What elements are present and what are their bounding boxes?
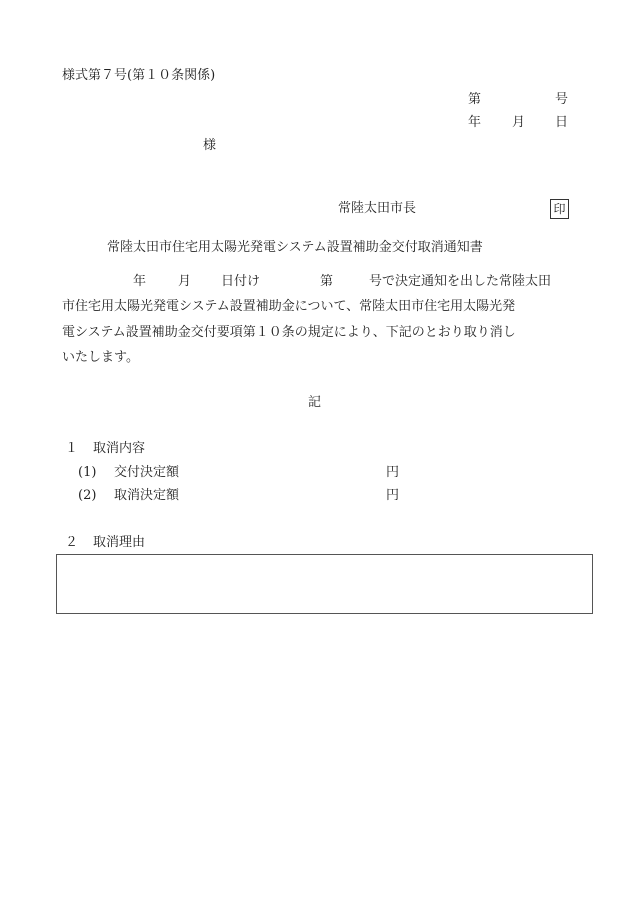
item-2-unit: 円 — [386, 488, 400, 503]
body-line-1-rest: 号で決定通知を出した常陸太田 — [369, 274, 552, 289]
body-paragraph — [62, 273, 574, 374]
cancellation-reason-box[interactable] — [56, 554, 593, 614]
body-line-2: 市住宅用太陽光発電システム設置補助金について、常陸太田市住宅用太陽光発 — [62, 299, 516, 315]
section-1-heading: 取消内容 — [93, 441, 146, 456]
body-line-1 — [62, 273, 574, 298]
item-1-label: 交付決定額 — [114, 465, 180, 480]
doc-number-prefix: 第 — [468, 92, 482, 107]
body-line-4: いたします。 — [62, 349, 139, 365]
section-1-number: １ — [65, 441, 79, 456]
section-2-number: ２ — [65, 535, 79, 550]
section-2-heading: 取消理由 — [93, 535, 146, 550]
body-no-prefix: 第 — [320, 274, 334, 289]
body-day-dated: 日付け — [221, 274, 261, 289]
document-title: 常陸太田市住宅用太陽光発電システム設置補助金交付取消通知書 — [107, 240, 483, 255]
body-month: 月 — [178, 274, 192, 289]
issuer-name: 常陸太田市長 — [338, 201, 417, 216]
seal-stamp: 印 — [550, 199, 569, 219]
date-month: 月 — [512, 115, 526, 130]
addressee-suffix: 様 — [203, 138, 217, 153]
ki-heading: 記 — [308, 395, 322, 410]
item-1-number: (1) — [78, 465, 97, 480]
date-year: 年 — [468, 115, 482, 130]
body-year: 年 — [133, 274, 147, 289]
doc-number-suffix: 号 — [555, 92, 569, 107]
body-line-3: 電システム設置補助金交付要項第１０条の規定により、下記のとおり取り消し — [62, 324, 516, 340]
item-2-label: 取消決定額 — [114, 488, 180, 503]
date-day: 日 — [555, 115, 569, 130]
item-2-number: (2) — [78, 488, 97, 503]
form-number: 様式第７号(第１０条関係) — [62, 68, 216, 83]
item-1-unit: 円 — [386, 465, 400, 480]
